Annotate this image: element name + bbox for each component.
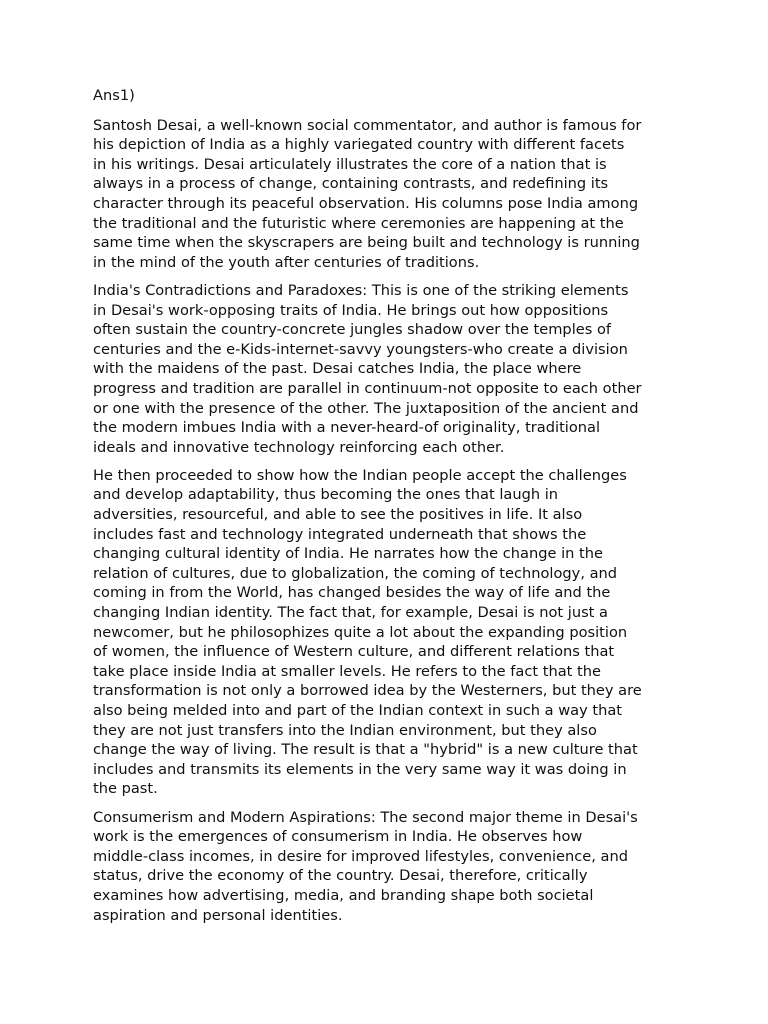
text-line: Santosh Desai, a well-known social commentator, and author is famous for bbox=[93, 116, 642, 134]
text-line: status, drive the economy of the country. Desai, therefore, critically bbox=[93, 867, 588, 885]
answer-heading: Ans1) bbox=[93, 87, 135, 104]
text-line: take place inside India at smaller levels. He refers to the fact that the bbox=[93, 662, 601, 680]
text-line: centuries and the e-Kids-internet-savvy youngsters-who create a division bbox=[93, 340, 628, 358]
text-line: same time when the skyscrapers are being built and technology is running bbox=[93, 234, 640, 252]
text-line: the modern imbues India with a never-heard-of originality, traditional bbox=[93, 419, 601, 437]
text-line: middle-class incomes, in desire for improved lifestyles, convenience, and bbox=[93, 847, 628, 865]
text-line: ideals and innovative technology reinforcing each other. bbox=[93, 438, 505, 456]
text-line: or one with the presence of the other. The juxtaposition of the ancient and bbox=[93, 399, 639, 417]
document-page bbox=[93, 86, 683, 934]
text-line: often sustain the country-concrete jungles shadow over the temples of bbox=[93, 321, 612, 339]
text-line: examines how advertising, media, and branding shape both societal bbox=[93, 886, 594, 904]
text-line: adversities, resourceful, and able to see the positives in life. It also bbox=[93, 506, 583, 524]
text-line: includes and transmits its elements in the very same way it was doing in bbox=[93, 760, 627, 778]
paragraph-intro bbox=[93, 116, 683, 273]
text-line: relation of cultures, due to globalization, the coming of technology, and bbox=[93, 564, 618, 582]
text-line: newcomer, but he philosophizes quite a lot about the expanding position bbox=[93, 623, 628, 641]
text-line: with the maidens of the past. Desai catches India, the place where bbox=[93, 360, 582, 378]
text-line: changing cultural identity of India. He narrates how the change in the bbox=[93, 545, 603, 563]
text-line: coming in from the World, has changed besides the way of life and the bbox=[93, 584, 611, 602]
text-line: transformation is not only a borrowed idea by the Westerners, but they are bbox=[93, 682, 642, 700]
text-line: his depiction of India as a highly variegated country with different facets bbox=[93, 136, 625, 154]
text-line: in the mind of the youth after centuries of traditions. bbox=[93, 253, 480, 271]
text-line: progress and tradition are parallel in continuum-not opposite to each other bbox=[93, 379, 642, 397]
text-line: includes fast and technology integrated underneath that shows the bbox=[93, 525, 587, 543]
text-line: aspiration and personal identities. bbox=[93, 906, 343, 924]
text-line: India's Contradictions and Paradoxes: This is one of the striking elements bbox=[93, 281, 629, 299]
text-line: character through its peaceful observation. His columns pose India among bbox=[93, 194, 639, 212]
text-line: they are not just transfers into the Indian environment, but they also bbox=[93, 721, 597, 739]
paragraph-contradictions bbox=[93, 281, 683, 457]
paragraph-adaptability bbox=[93, 466, 683, 799]
text-line: Consumerism and Modern Aspirations: The second major theme in Desai's bbox=[93, 808, 638, 826]
text-line: in Desai's work-opposing traits of India. He brings out how oppositions bbox=[93, 301, 609, 319]
text-line: the past. bbox=[93, 780, 158, 798]
text-line: He then proceeded to show how the Indian people accept the challenges bbox=[93, 466, 627, 484]
text-line: also being melded into and part of the Indian context in such a way that bbox=[93, 702, 622, 719]
text-line: the traditional and the futuristic where ceremonies are happening at the bbox=[93, 214, 624, 232]
paragraph-consumerism bbox=[93, 808, 683, 926]
text-line: changing Indian identity. The fact that, for example, Desai is not just a bbox=[93, 604, 608, 622]
text-line: change the way of living. The result is that a "hybrid" is a new culture that bbox=[93, 741, 638, 759]
text-line: and develop adaptability, thus becoming the ones that laugh in bbox=[93, 486, 559, 504]
text-line: of women, the influence of Western culture, and different relations that bbox=[93, 643, 615, 661]
text-line: always in a process of change, containing contrasts, and redefining its bbox=[93, 175, 609, 193]
text-line: work is the emergences of consumerism in India. He observes how bbox=[93, 828, 583, 846]
text-line: in his writings. Desai articulately illustrates the core of a nation that is bbox=[93, 155, 607, 173]
